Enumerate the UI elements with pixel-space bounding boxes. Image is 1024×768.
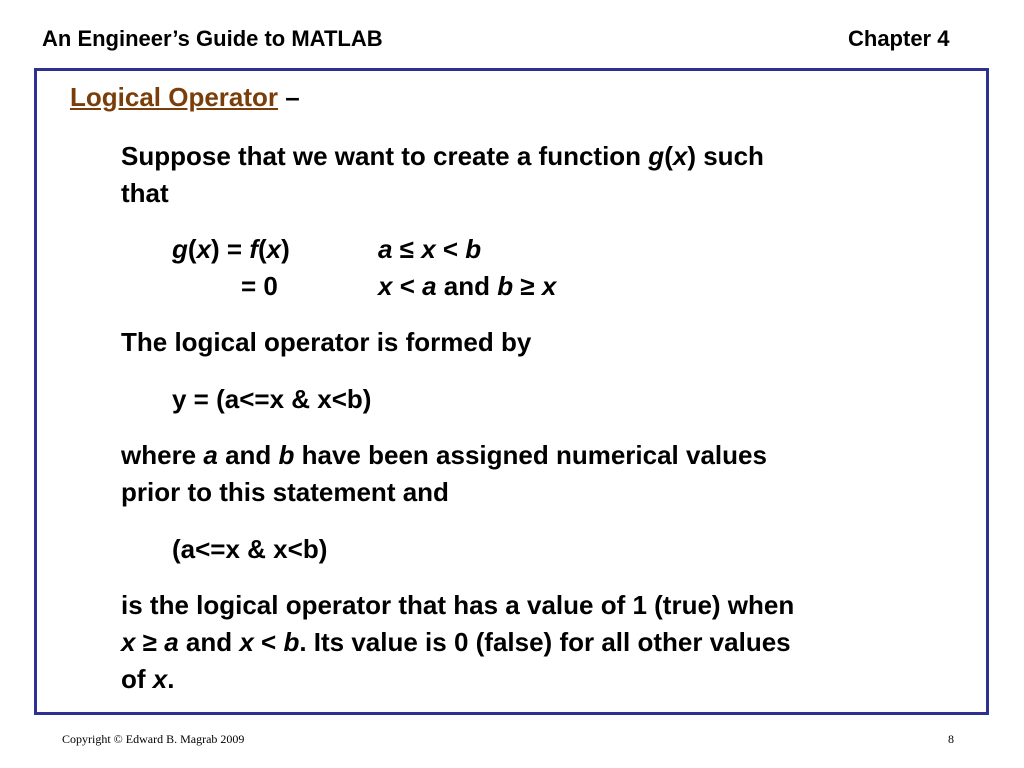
copyright-footer: Copyright © Edward B. Magrab 2009 (62, 732, 245, 746)
page-number: 8 (948, 732, 954, 746)
paragraph-3-line-1: where a and b have been assigned numerical values (121, 440, 767, 470)
code-line-1: y = (a<=x & x<b) (172, 384, 372, 414)
equation-line-2-condition: x < a and b ≥ x (378, 271, 557, 301)
equation-line-2-lhs: = 0 (241, 271, 278, 301)
equation-line-1-lhs: g(x) = f(x) (172, 234, 290, 264)
chapter-label: Chapter 4 (848, 26, 950, 51)
slide-title (70, 82, 300, 112)
equation-line-1-condition: a ≤ x < b (378, 234, 482, 264)
paragraph-1-line-1: Suppose that we want to create a function g(x) such (121, 141, 764, 171)
slide-title-dash: – (285, 82, 300, 112)
paragraph-2: The logical operator is formed by (121, 327, 532, 357)
paragraph-4-line-2: x ≥ a and x < b. Its value is 0 (false) for all other values (121, 627, 791, 657)
paragraph-4-line-1: is the logical operator that has a value of 1 (true) when (121, 590, 795, 620)
paragraph-3-line-2: prior to this statement and (121, 477, 449, 507)
slide-title-text: Logical Operator (70, 82, 279, 112)
paragraph-4-line-3: of x. (121, 664, 175, 694)
code-line-2: (a<=x & x<b) (172, 534, 328, 564)
deck-title: An Engineer’s Guide to MATLAB (42, 26, 383, 51)
paragraph-1-line-2: that (121, 178, 169, 208)
